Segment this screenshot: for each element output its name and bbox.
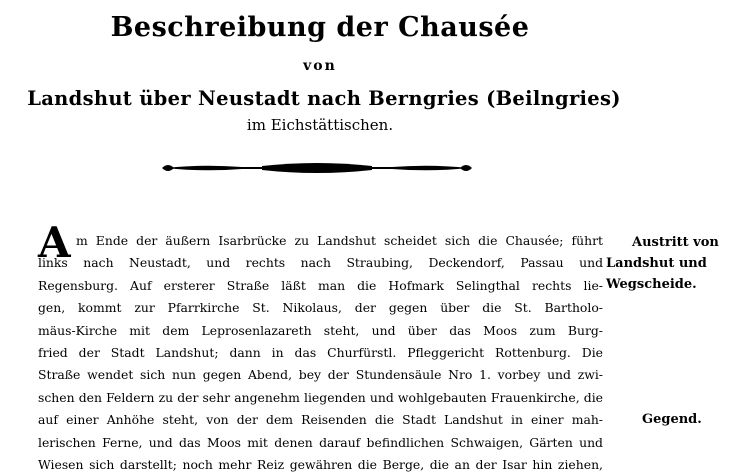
drop-cap: A [38, 218, 71, 267]
body-line: schen den Feldern zu der sehr angenehm liegenden und wohlgebauten Frauenkirche, die [38, 389, 603, 405]
body-line: links nach Neustadt, und rechts nach Straubing, Deckendorf, Passau und [38, 255, 603, 271]
page-subtitle: Landshut über Neustadt nach Berngries (Beilngries) [27, 87, 621, 110]
margin-note-line: Wegscheide. [606, 277, 697, 292]
body-line: gen, kommt zur Pfarrkirche St. Nikolaus, der gegen über die St. Bartholo- [38, 300, 603, 316]
body-line: Regensburg. Auf ersterer Straße läßt man die Hofmark Selingthal rechts lie- [38, 277, 603, 293]
title-connector: von [303, 58, 337, 74]
body-line: m Ende der äußern Isarbrücke zu Landshut scheidet sich die Chausée; führt [76, 233, 603, 248]
body-line: Wiesen sich darstellt; noch mehr Reiz gewähren die Berge, die an der Isar hin ziehen, [38, 457, 603, 473]
margin-note-region: Gegend. [642, 412, 702, 427]
body-line: mäus-Kirche mit dem Leprosenlazareth steht, und über das Moos zum Burg- [38, 322, 603, 338]
margin-note-line: Austritt von [632, 235, 719, 250]
margin-note-line: Landshut und [606, 256, 707, 271]
ornament-divider [162, 158, 472, 178]
body-paragraph [38, 230, 603, 476]
body-line: auf einer Anhöhe steht, von der dem Reisenden die Stadt Landshut in einer mah- [38, 412, 603, 428]
margin-note-departure [606, 232, 746, 295]
body-line: Straße wendet sich nun gegen Abend, bey der Stundensäule Nro 1. vorbey und zwi- [38, 367, 603, 383]
body-line: lerischen Ferne, und das Moos mit denen darauf befindlichen Schwaigen, Gärten und [38, 434, 603, 450]
page-place-line: im Eichstättischen. [246, 116, 394, 134]
body-line: fried der Stadt Landshut; dann in das Churfürstl. Pfleggericht Rottenburg. Die [38, 345, 603, 361]
page-title: Beschreibung der Chausée [110, 12, 530, 43]
